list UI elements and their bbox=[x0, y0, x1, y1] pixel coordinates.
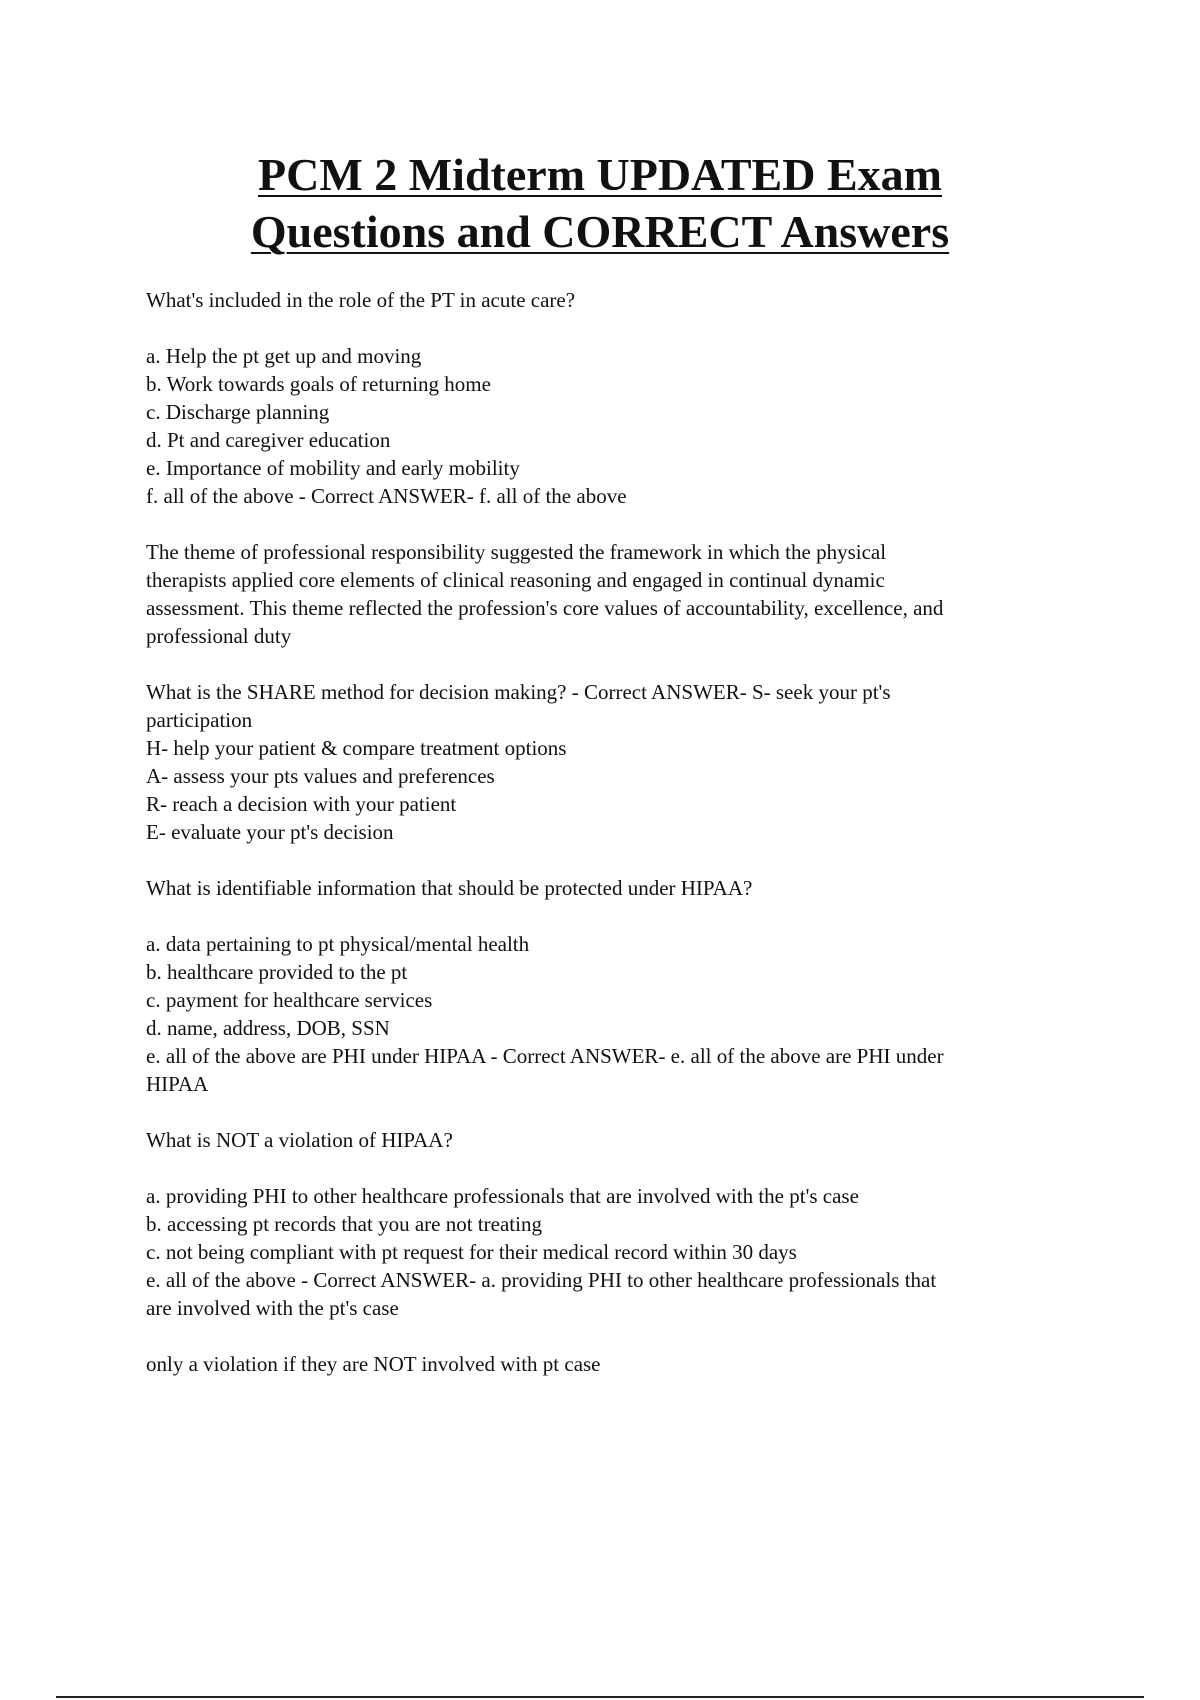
question-5 bbox=[146, 1126, 1082, 1154]
text-line: participation bbox=[146, 708, 253, 732]
answer-line: e. all of the above are PHI under HIPAA - Correct ANSWER- e. all of the above are PHI under bbox=[146, 1044, 944, 1068]
text-line: The theme of professional responsibility suggested the framework in which the physical bbox=[146, 540, 887, 564]
question-4 bbox=[146, 874, 1082, 902]
answer-line: are involved with the pt's case bbox=[146, 1296, 399, 1320]
option-line: b. Work towards goals of returning home bbox=[146, 372, 491, 396]
option-line: e. Importance of mobility and early mobility bbox=[146, 456, 520, 480]
question-5-note bbox=[146, 1350, 1082, 1378]
question-text: What is identifiable information that should be protected under HIPAA? bbox=[146, 876, 753, 900]
option-line: b. accessing pt records that you are not treating bbox=[146, 1212, 542, 1236]
question-2 bbox=[146, 538, 1082, 650]
answer-line: e. all of the above - Correct ANSWER- a. providing PHI to other healthcare professionals that bbox=[146, 1268, 937, 1292]
question-text: What is the SHARE method for decision making? - Correct ANSWER- S- seek your pt's bbox=[146, 680, 891, 704]
text-line: H- help your patient & compare treatment options bbox=[146, 736, 567, 760]
document-body bbox=[146, 286, 1082, 1406]
option-line: d. Pt and caregiver education bbox=[146, 428, 391, 452]
text-line: A- assess your pts values and preferences bbox=[146, 764, 495, 788]
question-3 bbox=[146, 678, 1082, 846]
title-line-1: PCM 2 Midterm UPDATED Exam bbox=[258, 149, 942, 200]
document-title bbox=[0, 146, 1200, 260]
text-line: therapists applied core elements of clinical reasoning and engaged in continual dynamic bbox=[146, 568, 885, 592]
question-1 bbox=[146, 286, 1082, 314]
option-line: a. Help the pt get up and moving bbox=[146, 344, 422, 368]
note-line: only a violation if they are NOT involved with pt case bbox=[146, 1352, 601, 1376]
option-line: b. healthcare provided to the pt bbox=[146, 960, 408, 984]
question-text: What is NOT a violation of HIPAA? bbox=[146, 1128, 453, 1152]
text-line: E- evaluate your pt's decision bbox=[146, 820, 394, 844]
question-text: What's included in the role of the PT in acute care? bbox=[146, 288, 576, 312]
text-line: assessment. This theme reflected the profession's core values of accountability, excellence, and bbox=[146, 596, 944, 620]
title-line-2: Questions and CORRECT Answers bbox=[250, 206, 950, 257]
option-line: a. providing PHI to other healthcare professionals that are involved with the pt's case bbox=[146, 1184, 859, 1208]
option-line: c. payment for healthcare services bbox=[146, 988, 433, 1012]
answer-line: HIPAA bbox=[146, 1072, 209, 1096]
option-line: a. data pertaining to pt physical/mental health bbox=[146, 932, 530, 956]
text-line: professional duty bbox=[146, 624, 292, 648]
page-bottom-rule bbox=[56, 1696, 1144, 1698]
question-1-options bbox=[146, 342, 1082, 510]
answer-line: f. all of the above - Correct ANSWER- f. all of the above bbox=[146, 484, 627, 508]
option-line: c. Discharge planning bbox=[146, 400, 330, 424]
option-line: c. not being compliant with pt request for their medical record within 30 days bbox=[146, 1240, 797, 1264]
text-line: R- reach a decision with your patient bbox=[146, 792, 457, 816]
option-line: d. name, address, DOB, SSN bbox=[146, 1016, 390, 1040]
question-5-options bbox=[146, 1182, 1082, 1322]
question-4-options bbox=[146, 930, 1082, 1098]
